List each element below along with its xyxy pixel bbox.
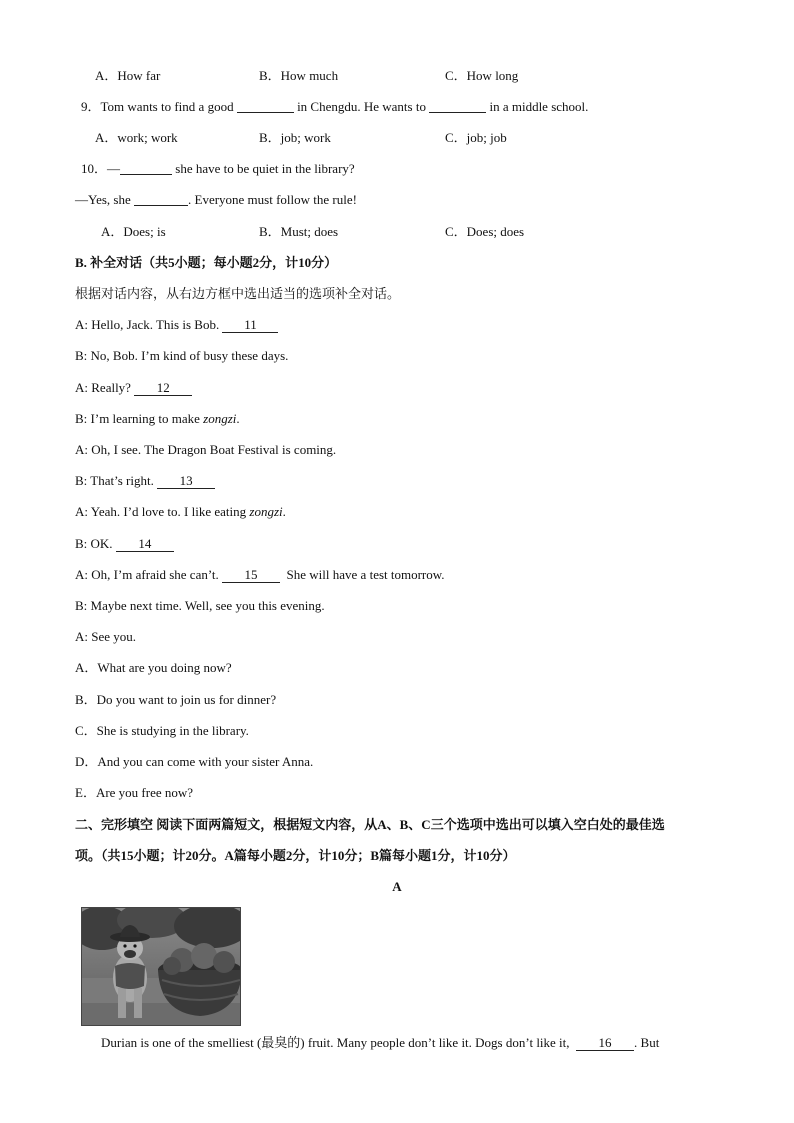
dialogue-blank-11: 11 [222,317,278,333]
q9-question [81,98,588,116]
passage-text: Durian is one of the smelliest (最臭的) fruit. Many people don’t like it. Dogs don’t like it, [101,1035,577,1050]
q9-text-1: Tom wants to find a good [100,99,234,114]
choice-item: D．And you can come with your sister Anna. [75,754,314,769]
dialogue-line [75,503,286,521]
q8-option-a: A．How far [95,68,161,83]
dialogue-line: B: Maybe next time. Well, see you this evening. [75,598,325,613]
q10-option-b: B．Must; does [259,224,339,239]
choice-item: B．Do you want to join us for dinner? [75,692,277,707]
part2-heading-line1: 二、完形填空 阅读下面两篇短文，根据短文内容，从A、B、C三个选项中选出可以填入空白处的最佳选 [75,817,665,832]
dialogue-line [75,379,192,397]
q9-option-c: C．job; job [445,130,507,145]
q9-number: 9． [81,99,101,114]
dialogue-italic-word: zongzi [203,411,237,426]
part2-heading-line2: 项。（共15小题；计20分。A篇每小题2分，计10分；B篇每小题1分，计10分） [75,848,516,863]
dialogue-line [75,566,445,584]
dialogue-text: B: That’s right. [75,473,158,488]
q10-text-1: she have to be quiet in the library? [175,161,355,176]
dialogue-text: . [282,504,286,519]
choice-item: C．She is studying in the library. [75,723,249,738]
q9-text-2: in Chengdu. He wants to [297,99,426,114]
choice-item: E．Are you free now? [75,785,194,800]
dialogue-line [75,410,240,428]
q9-option-a: A．work; work [95,130,178,145]
section-b-title: B. 补全对话（共5小题；每小题2分，计10分） [75,255,338,270]
q10-blank-1 [120,160,172,175]
q8-option-b: B．How much [259,68,339,83]
dialogue-text: B: I’m learning to make [75,411,204,426]
dialogue-blank-13: 13 [157,473,215,489]
dialogue-text: She will have a test tomorrow. [280,567,445,582]
dialogue-text: A: Really? [75,380,135,395]
q10-blank-2 [134,191,188,206]
dialogue-line [75,472,215,490]
q9-text-3: in a middle school. [489,99,589,114]
dog-durian-photo-image [82,908,240,1025]
dialogue-text: . [236,411,240,426]
q10-answer-text-2: . Everyone must follow the rule! [188,192,357,207]
dialogue-blank-14: 14 [116,536,174,552]
q10-answer [75,191,357,209]
passage-text: . But [634,1035,660,1050]
dialogue-line: A: See you. [75,629,137,644]
dialogue-italic-word: zongzi [249,504,283,519]
dialogue-line: B: No, Bob. I’m kind of busy these days. [75,348,289,363]
q9-option-b: B．job; work [259,130,331,145]
dialogue-text: A: Oh, I’m afraid she can’t. [75,567,223,582]
q10-number: 10．— [81,161,121,176]
q10-answer-text-1: —Yes, she [75,192,131,207]
q10-option-a: A．Does; is [101,224,166,239]
dialogue-line: A: Oh, I see. The Dragon Boat Festival is coming. [75,442,337,457]
passage-blank-16: 16 [576,1035,634,1051]
dog-durian-photo [81,907,241,1026]
dialogue-blank-15: 15 [222,567,280,583]
choice-item: A．What are you doing now? [75,660,232,675]
passage-line [101,1034,659,1052]
dialogue-blank-12: 12 [134,380,192,396]
dialogue-text: A: Hello, Jack. This is Bob. [75,317,223,332]
q8-option-c: C．How long [445,68,519,83]
passage-label: A [392,879,402,894]
dialogue-line [75,316,278,334]
dialogue-text: B: OK. [75,536,116,551]
section-b-instruction: 根据对话内容，从右边方框中选出适当的选项补全对话。 [75,286,401,301]
q9-blank-1 [237,98,294,113]
dialogue-line [75,535,174,553]
q9-blank-2 [429,98,486,113]
dialogue-text: A: Yeah. I’d love to. I like eating [75,504,250,519]
q10-option-c: C．Does; does [445,224,525,239]
q10-question [81,160,355,178]
